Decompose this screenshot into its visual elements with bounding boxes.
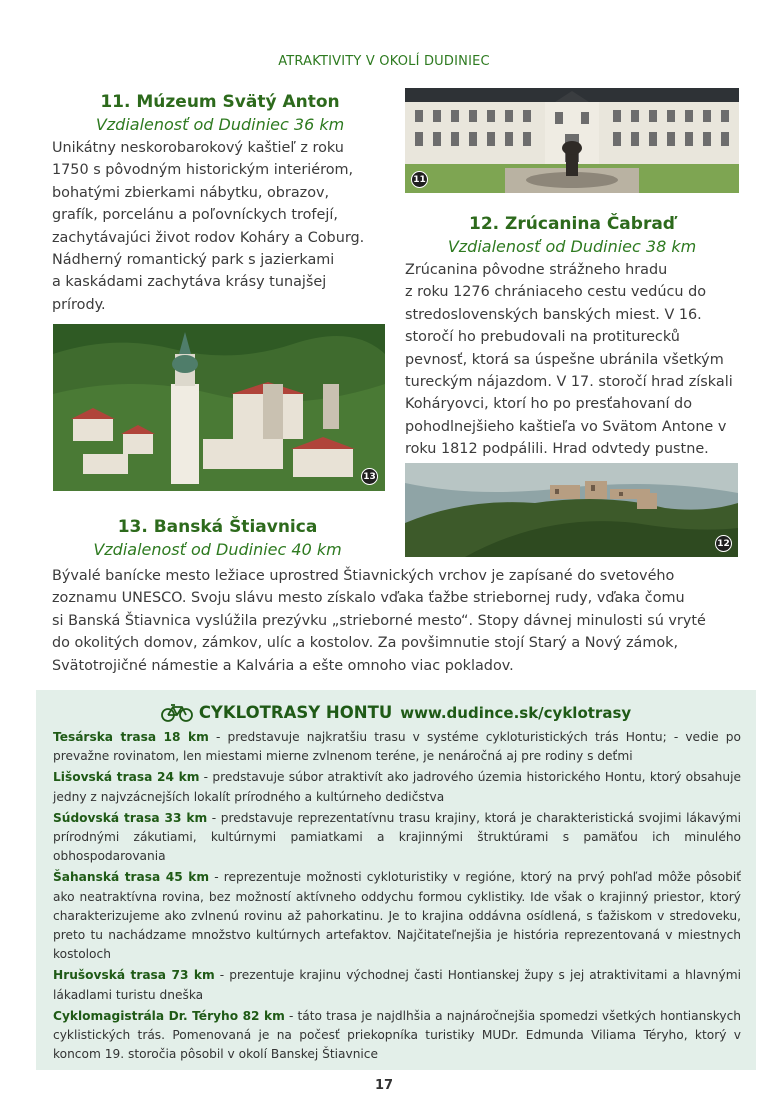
page-number: 17 <box>374 1078 394 1093</box>
cycling-header <box>36 702 756 722</box>
page-header: ATRAKTIVITY V OKOLÍ DUDINIEC <box>278 54 490 69</box>
photo-badge-13: 13 <box>361 468 378 485</box>
chateau-photo <box>405 88 739 193</box>
attraction-11-title: 11. Múzeum Svätý Anton <box>100 92 340 112</box>
photo-badge-11: 11 <box>411 171 428 188</box>
cycling-routes-list <box>53 728 741 1066</box>
attraction-12-description: Zrúcanina pôvodne strážneho hradu z roku 1276 chrániaceho cestu vedúcu do stredoslovenských banských miest. V 16. storočí ho prebudovali na protiturecků pevnosť, ktorá sa úspešne ubránila všetkým tureckým nájazdom. V 17. storočí hrad získali Koháryovci, ktorí ho po presťahovaní do pohodlnejšieho kaštieľa vo Svätom Antone v roku 1812 podpálili. Hrad odvtedy pustne. <box>405 262 733 458</box>
banska-stiavnica-photo <box>53 324 385 491</box>
photo-badge-12: 12 <box>715 535 732 552</box>
attraction-13-distance: Vzdialenosť od Dudiniec 40 km <box>93 540 342 559</box>
attraction-12-distance: Vzdialenosť od Dudiniec 38 km <box>447 237 697 256</box>
cycling-title: CYKLOTRASY HONTU <box>198 703 393 722</box>
attraction-13-title: 13. Banská Štiavnica <box>117 517 318 537</box>
attraction-11-description: Unikátny neskorobarokový kaštieľ z roku 1750 s pôvodným historickým interiérom, bohatými zbierkami nábytku, obrazov, grafík, porcelánu a poľovníckych trofejí, zachytávajúci život rodov Koháry a Coburg. Nádherný romantický park s jazierkami a kaskádami zachytáva krásy tunajšej prírody. <box>52 140 365 313</box>
attraction-12-title: 12. Zrúcanina Čabraď <box>469 214 675 234</box>
cabrad-ruins-photo <box>405 463 738 557</box>
attraction-13-description: Bývalé banícke mesto ležiace uprostred Štiavnických vrchov je zapísané do svetového zoznamu UNESCO. Svoju slávu mesto získalo vďaka ťažbe striebornej rudy, vďaka čomu si Banská Štiavnica vyslúžila prezývku „strieborné mesto“. Stopy dávnej minulosti sú vryté do okolitých domov, zámkov, ulíc a kostolov. Za povšimnutie stojí Starý a Nový zámok, Svätotrojičné námestie a Kalvária a ešte omnoho viac pokladov. <box>52 568 706 674</box>
bicycle-icon <box>161 704 193 722</box>
route-item: Lišovská trasa 24 km - predstavuje súbor atraktivít ako jadrového územia historického Hontu, ktorý obsahuje jedny z najvzácnejších lokalít prírodného a kultúrneho dedičstva <box>53 770 741 804</box>
cycling-routes-box <box>36 690 756 1070</box>
route-item: Súdovská trasa 33 km - predstavuje reprezentatívnu trasu krajiny, ktorá je charakteristická svojimi lákavými prírodnými zákutiami, kultúrnymi pamiatkami a krajinnými štruktúrami s pamäťou ich minulého obhospodarovania <box>53 810 741 864</box>
attraction-11-distance: Vzdialenosť od Dudiniec 36 km <box>95 115 345 134</box>
route-item: Šahanská trasa 45 km - reprezentuje možnosti cykloturistiky v regióne, ktorý na prvý pohľad môže pôsobiť ako neatraktívna rovina, bez možností aktívneho oddychu formou cyklistiky. Ide však o krajinný priestor, ktorý charakterizujeme ako zvlnenú rovinu až pahorkatinu. Je to krajina oddávna osídlená, s ťažiskom v stredoveku, preto tu nachádzame množstvo kultúrnych artefaktov. Najčitateľnejšia je história reprezentovaná v miestnych kostoloch <box>53 870 741 962</box>
route-item: Tesárska trasa 18 km - predstavuje najkratšiu trasu v systéme cykloturistických trás Hontu; - vedie po prevažne rovinatom, len miestami mierne zvlnenom teréne, je nenáročná aj pre rodiny s deťmi <box>53 730 741 764</box>
route-item: Cyklomagistrála Dr. Téryho 82 km - táto trasa je najdlhšia a najnáročnejšia spomedzi všetkých hontianskych cyklistických trás. Pomenovaná je na počesť priekopníka turistiky MUDr. Edmunda Viliama Téryho, ktorý v koncom 19. storočia pôsobil v okolí Banskej Štiavnice <box>53 1008 741 1062</box>
route-item: Hrušovská trasa 73 km - prezentuje krajinu východnej časti Hontianskej župy s jej atraktivitami a hlavnými lákadlami turistu dneška <box>53 968 741 1002</box>
cycling-url-link[interactable]: www.dudince.sk/cyklotrasy <box>400 703 632 722</box>
